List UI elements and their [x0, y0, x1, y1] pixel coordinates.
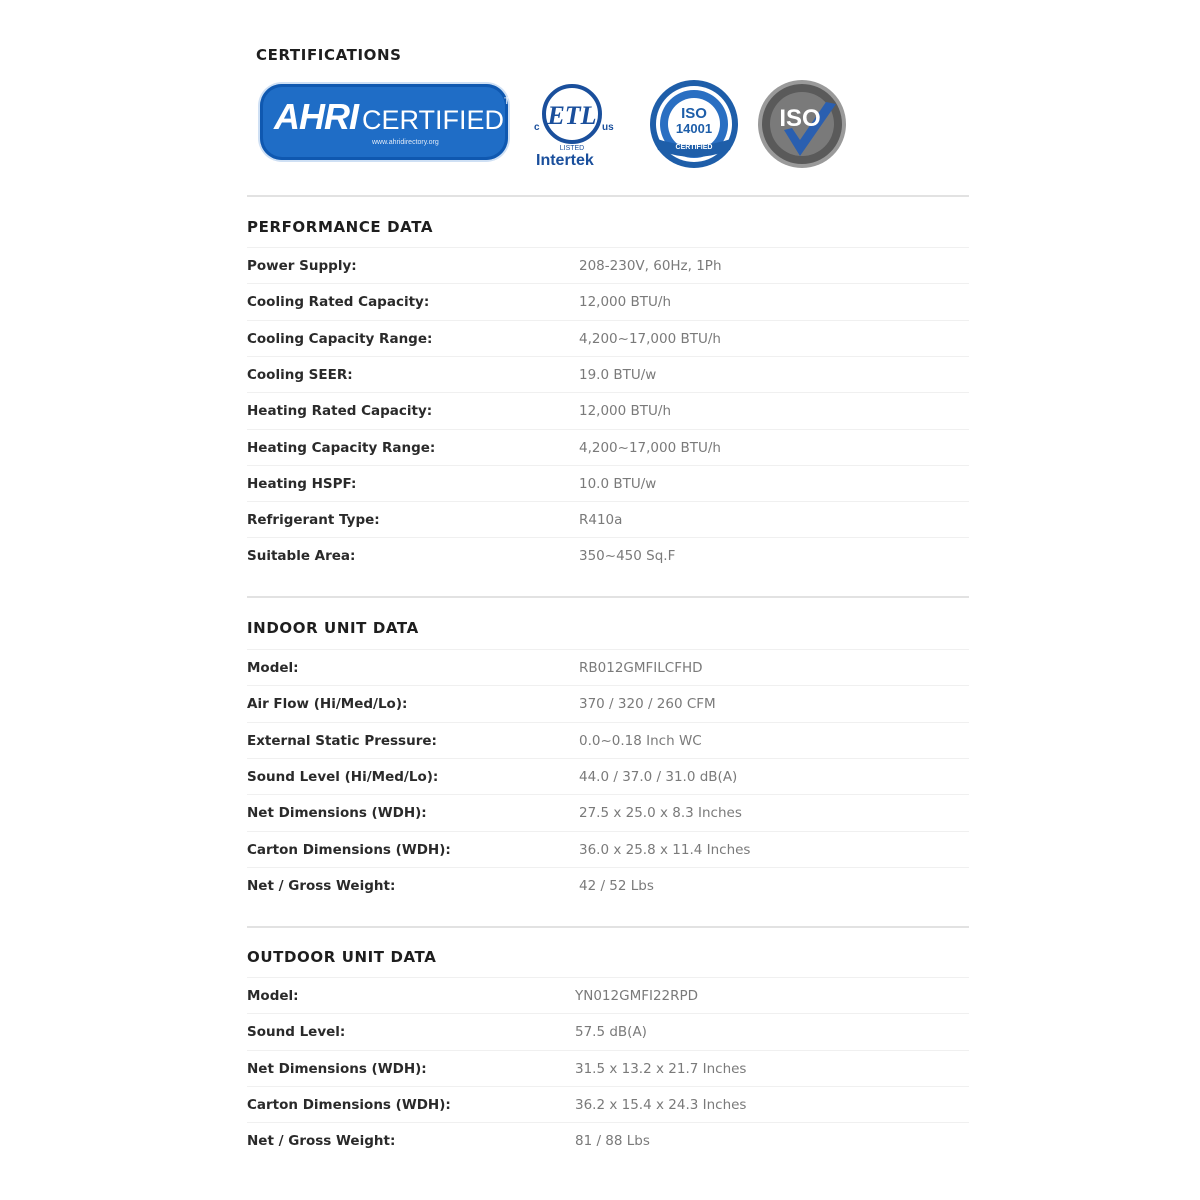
indoor-row	[247, 867, 969, 904]
outdoor-row	[247, 1122, 969, 1159]
performance-row-value: 350~450 Sq.F	[579, 548, 676, 565]
outdoor-row-label: Sound Level:	[247, 1024, 346, 1041]
svg-text:ETL: ETL	[547, 101, 597, 130]
indoor-row-value: 36.0 x 25.8 x 11.4 Inches	[579, 841, 751, 858]
performance-row-label: Heating Rated Capacity:	[247, 403, 433, 420]
performance-row-value: 4,200~17,000 BTU/h	[579, 330, 721, 347]
ahri-certified-logo	[260, 84, 518, 160]
outdoor-row	[247, 977, 969, 1014]
performance-row-value: R410a	[579, 512, 623, 529]
svg-text:LISTED: LISTED	[559, 145, 585, 152]
section-divider	[247, 596, 969, 598]
indoor-row	[247, 794, 969, 831]
indoor-row-label: Net Dimensions (WDH):	[247, 805, 427, 822]
outdoor-row-value: YN012GMFI22RPD	[575, 988, 699, 1004]
performance-row-label: Cooling Rated Capacity:	[247, 294, 430, 311]
outdoor-row-value: 31.5 x 13.2 x 21.7 Inches	[575, 1060, 747, 1077]
performance-row	[247, 429, 969, 466]
etl-brand: Intertek	[536, 152, 594, 169]
indoor-row-value: 0.0~0.18 Inch WC	[579, 732, 702, 749]
iso-14001-band: CERTIFIED	[675, 144, 713, 151]
iso-14001-text: ISO	[681, 105, 707, 122]
ahri-logo-word: CERTIFIED	[362, 105, 505, 135]
indoor-row	[247, 758, 969, 795]
performance-row	[247, 320, 969, 357]
outdoor-row-label: Carton Dimensions (WDH):	[247, 1096, 451, 1113]
outdoor-heading: OUTDOOR UNIT DATA	[247, 948, 437, 966]
indoor-row-label: Model:	[247, 660, 299, 676]
ahri-logo-mark: AHRI	[274, 96, 358, 137]
certification-logos	[258, 78, 858, 178]
etl-us: us	[602, 122, 614, 133]
indoor-row-label: Air Flow (Hi/Med/Lo):	[247, 696, 408, 713]
indoor-row-value: 44.0 / 37.0 / 31.0 dB(A)	[579, 768, 738, 785]
iso-generic-text: ISO	[779, 105, 821, 132]
section-divider	[247, 195, 969, 197]
outdoor-row	[247, 1013, 969, 1050]
performance-row	[247, 283, 969, 320]
iso-generic-badge	[756, 78, 848, 170]
outdoor-row	[247, 1086, 969, 1123]
indoor-row	[247, 831, 969, 868]
etl-c: c	[534, 122, 540, 133]
performance-row-value: 10.0 BTU/w	[579, 475, 657, 492]
performance-row	[247, 392, 969, 429]
indoor-row	[247, 649, 969, 686]
performance-row	[247, 465, 969, 502]
etl-intertek-logo	[524, 78, 620, 178]
indoor-row-label: Net / Gross Weight:	[247, 877, 396, 894]
performance-row-label: Refrigerant Type:	[247, 512, 380, 529]
iso-14001-number: 14001	[675, 121, 713, 136]
outdoor-row	[247, 1050, 969, 1087]
performance-row-label: Cooling Capacity Range:	[247, 330, 433, 347]
performance-row-label: Power Supply:	[247, 258, 357, 274]
indoor-row-value: RB012GMFILCFHD	[579, 660, 703, 676]
performance-row-value: 4,200~17,000 BTU/h	[579, 439, 721, 456]
indoor-row-label: External Static Pressure:	[247, 732, 437, 749]
performance-row-value: 19.0 BTU/w	[579, 366, 657, 383]
performance-row	[247, 537, 969, 574]
outdoor-row-label: Model:	[247, 988, 299, 1004]
certifications-heading: CERTIFICATIONS	[256, 46, 402, 64]
performance-row-label: Heating HSPF:	[247, 475, 357, 492]
indoor-row-value: 27.5 x 25.0 x 8.3 Inches	[579, 805, 742, 822]
outdoor-row-value: 81 / 88 Lbs	[575, 1133, 650, 1150]
performance-row-label: Cooling SEER:	[247, 366, 353, 383]
indoor-row-label: Carton Dimensions (WDH):	[247, 841, 451, 858]
performance-row	[247, 501, 969, 538]
indoor-row-value: 370 / 320 / 260 CFM	[579, 696, 716, 713]
ahri-logo-tm: TM	[504, 96, 518, 106]
outdoor-row-value: 36.2 x 15.4 x 24.3 Inches	[575, 1096, 747, 1113]
iso-generic-seal-icon	[756, 78, 848, 170]
performance-row-label: Suitable Area:	[247, 548, 356, 565]
performance-row-value: 12,000 BTU/h	[579, 403, 672, 420]
performance-row-value: 12,000 BTU/h	[579, 294, 672, 311]
ahri-logo-url: www.ahridirectory.org	[372, 139, 439, 146]
performance-row	[247, 247, 969, 284]
performance-heading: PERFORMANCE DATA	[247, 218, 434, 236]
iso-14001-seal-icon	[648, 78, 740, 170]
indoor-row	[247, 722, 969, 759]
performance-row	[247, 356, 969, 393]
section-divider	[247, 926, 969, 928]
indoor-row-value: 42 / 52 Lbs	[579, 877, 654, 894]
iso-14001-badge	[648, 78, 740, 170]
indoor-heading: INDOOR UNIT DATA	[247, 619, 419, 637]
outdoor-row-value: 57.5 dB(A)	[575, 1024, 647, 1041]
indoor-row	[247, 685, 969, 722]
performance-row-value: 208-230V, 60Hz, 1Ph	[579, 258, 722, 274]
outdoor-row-label: Net Dimensions (WDH):	[247, 1060, 427, 1077]
etl-mark-icon	[524, 78, 620, 154]
outdoor-row-label: Net / Gross Weight:	[247, 1133, 396, 1150]
performance-row-label: Heating Capacity Range:	[247, 439, 436, 456]
indoor-row-label: Sound Level (Hi/Med/Lo):	[247, 768, 439, 785]
